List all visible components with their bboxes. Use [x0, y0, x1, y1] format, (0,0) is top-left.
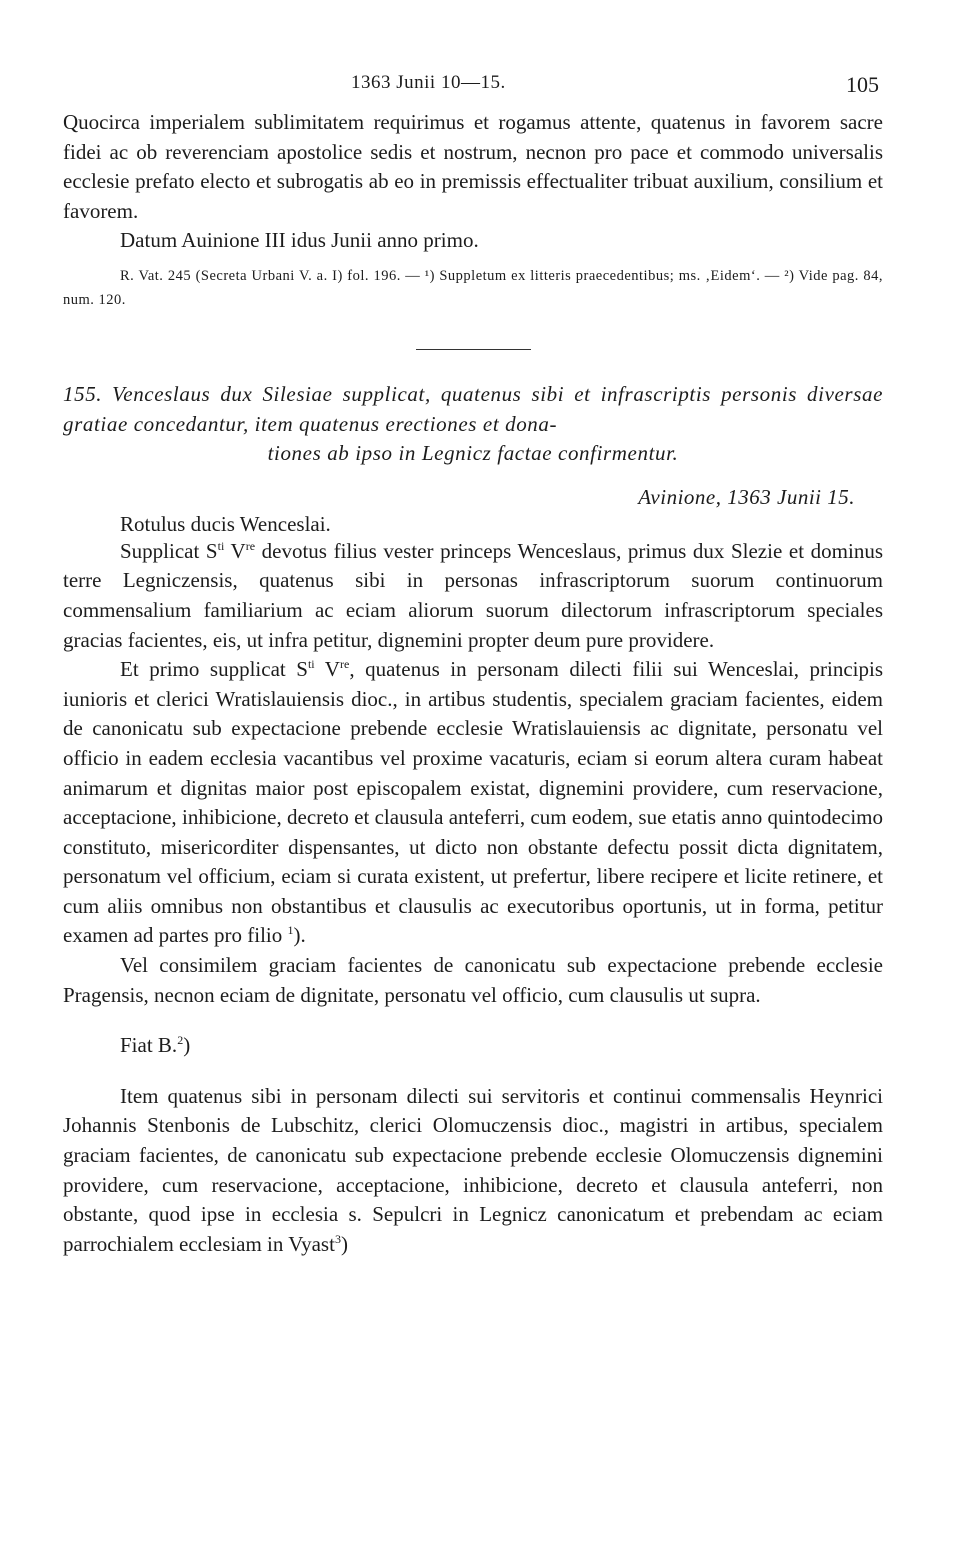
running-head: 1363 Junii 10—15. — [351, 72, 506, 93]
footnote-marker: 3 — [334, 1231, 341, 1246]
text-run: Supplicat S — [120, 538, 218, 563]
footnote-marker: 1 — [287, 923, 294, 938]
place-date: Avinione, 1363 Junii 15. — [638, 484, 855, 509]
continued-paragraph: Quocirca imperialem sublimitatem requirimus et rogamus attente, quatenus in favorem sacre fidei ac ob reverenciam apostolice sedis et nostrum, necnon pro pace et commodo universalis ecclesie prefato electo et subrogatis ab eo in premissis effectualiter tribuat auxilium, consilium et favorem. — [63, 110, 883, 223]
footnote-marker: 2 — [177, 1033, 184, 1048]
dating-clause: Datum Auinione III idus Junii anno primo. — [120, 228, 479, 253]
paragraph-et-primo — [63, 655, 883, 951]
superscript: re — [339, 657, 350, 672]
text-run: ) — [340, 1231, 348, 1256]
document-heading — [63, 380, 883, 469]
paragraph-supplicat — [63, 537, 883, 655]
superscript: re — [245, 538, 256, 553]
superscript: ti — [307, 657, 315, 672]
text-run: ). — [293, 923, 306, 948]
text-run: ) — [183, 1033, 191, 1058]
superscript: ti — [217, 538, 225, 553]
heading-text: Venceslaus dux Silesiae supplicat, quatenus sibi et infrascriptis personis diversae gratiae concedantur, item quatenus erectiones et dona- — [63, 381, 883, 436]
text-run: devotus filius vester princeps Wenceslaus, primus dux Slezie et dominus terre Legniczensis, quatenus sibi in personas infrascriptorum suorum continuorum commensalium familiarium ac eciam aliorum suorum dilectorum infrascriptorum speciales gracias facientes, eis, ut infra petitur, dignemini propter deum pure providere. — [63, 538, 883, 652]
text-run: Et primo supplicat S — [120, 657, 308, 682]
heading-last-line: tiones ab ipso in Legnicz factae confirmentur. — [267, 441, 679, 466]
page-number: 105 — [846, 72, 879, 97]
text-run: , quatenus in personam dilecti filii sui Wenceslai, principis iunioris et clerici Wratislauiensis dioc., in artibus studentis, specialem graciam facientes, eidem de canonicatu sub expectacione prebende ecclesie Wratislauiensis ac dignitate, personatu vel officio in eadem ecclesia vacantibus vel proxime vacaturis, eciam si eorum altera curam habeat animarum et dignitas maior post episcopalem existat, dignemini providere, cum reservacione, acceptacione, inhibicione, decreto et clausula anteferri, cum eodem, sue etatis anno quintodecimo constituto, misericorditer dispensantes, ut dicto non obstante defectu possit dicta dignitatem, personatum vel officium, eciam si curata existent, ut prefertur, libere recipere et licite retinere, et cum aliis omnibus non obstantibus et clausulis ac executoribus oportunis, ut in forma, petitur examen ad partes pro filio — [63, 657, 883, 948]
fiat-line — [120, 1031, 883, 1061]
paragraph-item — [63, 1082, 883, 1260]
document-page — [63, 68, 883, 1259]
rotulus-title: Rotulus ducis Wenceslai. — [120, 511, 331, 536]
document-number: 155. — [63, 381, 103, 406]
text-run: V — [314, 657, 340, 682]
paragraph-vel-consimilem: Vel consimilem graciam facientes de canonicatu sub expectacione prebende ecclesie Pragensis, necnon eciam de dignitate, personatu vel officio, cum clausulis ut supra. — [63, 953, 883, 1007]
text-run: Fiat B. — [120, 1033, 178, 1058]
text-run: V — [224, 538, 246, 563]
source-footnote: R. Vat. 245 (Secreta Urbani V. a. I) fol. 196. — ¹) Suppletum ex litteris praecedentibus; ms. ‚Eidem‘. — ²) Vide pag. 84, num. 120. — [63, 267, 883, 308]
text-run: Item quatenus sibi in personam dilecti sui servitoris et continui commensalis Heynrici Johannis Stenbonis de Lubschitz, clerici Olomuczensis dioc., magistri in artibus, specialem graciam facientes, de canonicatu sub expectacione prebende ecclesie Olomuczensis dignemini providere, cum reservacione, acceptacione, inhibicione, decreto et clausula anteferri, non obstante, quod ipse in ecclesia s. Sepulcri in Legnicz canonicatum et prebendam ac eciam parrochialem ecclesiam in Vyast — [63, 1083, 883, 1256]
page-header — [63, 68, 883, 108]
section-divider — [416, 349, 531, 350]
